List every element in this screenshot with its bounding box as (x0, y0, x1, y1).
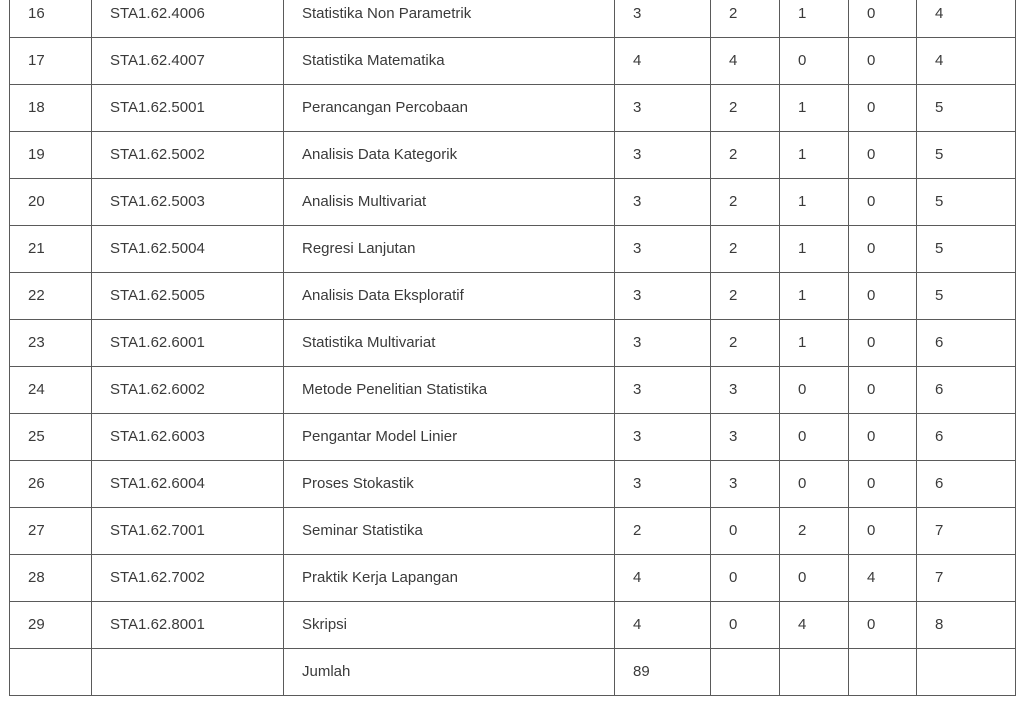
cell-course-name: Perancangan Percobaan (284, 85, 615, 132)
cell-no: 16 (10, 0, 92, 38)
cell-practice: 1 (780, 132, 849, 179)
cell-code: STA1.62.6004 (92, 461, 284, 508)
table-row (10, 0, 1016, 38)
cell-practice: 0 (780, 414, 849, 461)
cell-practice: 2 (780, 508, 849, 555)
curriculum-table (9, 0, 1016, 696)
total-row (10, 649, 1016, 696)
cell-field: 0 (849, 179, 917, 226)
cell-course-name: Analisis Data Eksploratif (284, 273, 615, 320)
cell-field: 0 (849, 320, 917, 367)
total-empty-cell (917, 649, 1016, 696)
cell-course-name: Metode Penelitian Statistika (284, 367, 615, 414)
cell-code: STA1.62.6002 (92, 367, 284, 414)
cell-sks: 3 (615, 226, 711, 273)
total-empty-no (10, 649, 92, 696)
cell-practice: 1 (780, 85, 849, 132)
cell-course-name: Analisis Data Kategorik (284, 132, 615, 179)
table-row (10, 132, 1016, 179)
cell-semester: 5 (917, 132, 1016, 179)
cell-semester: 6 (917, 461, 1016, 508)
cell-sks: 3 (615, 367, 711, 414)
cell-theory: 2 (711, 132, 780, 179)
cell-code: STA1.62.5001 (92, 85, 284, 132)
table-row (10, 461, 1016, 508)
cell-sks: 4 (615, 602, 711, 649)
cell-semester: 7 (917, 508, 1016, 555)
table-row (10, 38, 1016, 85)
cell-field: 0 (849, 38, 917, 85)
cell-code: STA1.62.4006 (92, 0, 284, 38)
cell-field: 0 (849, 508, 917, 555)
cell-semester: 8 (917, 602, 1016, 649)
cell-theory: 2 (711, 179, 780, 226)
cell-no: 17 (10, 38, 92, 85)
cell-sks: 4 (615, 555, 711, 602)
cell-theory: 0 (711, 555, 780, 602)
cell-course-name: Statistika Non Parametrik (284, 0, 615, 38)
cell-code: STA1.62.5003 (92, 179, 284, 226)
cell-theory: 0 (711, 508, 780, 555)
cell-sks: 3 (615, 179, 711, 226)
cell-sks: 3 (615, 0, 711, 38)
cell-code: STA1.62.8001 (92, 602, 284, 649)
cell-sks: 3 (615, 132, 711, 179)
table-row (10, 226, 1016, 273)
cell-sks: 3 (615, 85, 711, 132)
cell-sks: 3 (615, 320, 711, 367)
table-row (10, 367, 1016, 414)
cell-practice: 0 (780, 555, 849, 602)
table-row (10, 85, 1016, 132)
cell-course-name: Proses Stokastik (284, 461, 615, 508)
cell-field: 0 (849, 85, 917, 132)
curriculum-table-container (9, 0, 1015, 696)
cell-code: STA1.62.4007 (92, 38, 284, 85)
cell-course-name: Statistika Matematika (284, 38, 615, 85)
cell-sks: 3 (615, 461, 711, 508)
table-row (10, 179, 1016, 226)
cell-sks: 3 (615, 414, 711, 461)
cell-practice: 1 (780, 273, 849, 320)
cell-sks: 2 (615, 508, 711, 555)
cell-semester: 4 (917, 0, 1016, 38)
cell-field: 0 (849, 0, 917, 38)
cell-code: STA1.62.5005 (92, 273, 284, 320)
cell-course-name: Statistika Multivariat (284, 320, 615, 367)
cell-theory: 2 (711, 320, 780, 367)
cell-practice: 4 (780, 602, 849, 649)
table-row (10, 273, 1016, 320)
cell-field: 0 (849, 132, 917, 179)
cell-code: STA1.62.7001 (92, 508, 284, 555)
cell-course-name: Praktik Kerja Lapangan (284, 555, 615, 602)
cell-theory: 3 (711, 367, 780, 414)
cell-course-name: Seminar Statistika (284, 508, 615, 555)
cell-course-name: Pengantar Model Linier (284, 414, 615, 461)
cell-theory: 3 (711, 414, 780, 461)
cell-code: STA1.62.5002 (92, 132, 284, 179)
cell-no: 28 (10, 555, 92, 602)
cell-no: 23 (10, 320, 92, 367)
total-value: 89 (615, 649, 711, 696)
cell-practice: 0 (780, 38, 849, 85)
cell-no: 18 (10, 85, 92, 132)
cell-practice: 1 (780, 0, 849, 38)
total-empty-cell (849, 649, 917, 696)
cell-semester: 5 (917, 179, 1016, 226)
total-empty-cell (780, 649, 849, 696)
cell-no: 26 (10, 461, 92, 508)
cell-semester: 7 (917, 555, 1016, 602)
cell-field: 0 (849, 226, 917, 273)
cell-course-name: Analisis Multivariat (284, 179, 615, 226)
total-label: Jumlah (284, 649, 615, 696)
cell-no: 19 (10, 132, 92, 179)
cell-course-name: Regresi Lanjutan (284, 226, 615, 273)
cell-semester: 6 (917, 367, 1016, 414)
cell-field: 0 (849, 414, 917, 461)
cell-semester: 6 (917, 414, 1016, 461)
table-row (10, 602, 1016, 649)
cell-no: 25 (10, 414, 92, 461)
cell-course-name: Skripsi (284, 602, 615, 649)
cell-code: STA1.62.6001 (92, 320, 284, 367)
cell-practice: 1 (780, 226, 849, 273)
cell-field: 0 (849, 461, 917, 508)
table-row (10, 555, 1016, 602)
cell-no: 20 (10, 179, 92, 226)
cell-theory: 2 (711, 85, 780, 132)
cell-theory: 2 (711, 226, 780, 273)
cell-field: 0 (849, 602, 917, 649)
cell-no: 27 (10, 508, 92, 555)
cell-semester: 5 (917, 85, 1016, 132)
cell-semester: 4 (917, 38, 1016, 85)
cell-practice: 1 (780, 320, 849, 367)
table-row (10, 508, 1016, 555)
total-empty-cell (711, 649, 780, 696)
cell-field: 4 (849, 555, 917, 602)
cell-no: 21 (10, 226, 92, 273)
cell-code: STA1.62.6003 (92, 414, 284, 461)
cell-field: 0 (849, 273, 917, 320)
cell-code: STA1.62.5004 (92, 226, 284, 273)
cell-theory: 3 (711, 461, 780, 508)
cell-practice: 0 (780, 461, 849, 508)
cell-field: 0 (849, 367, 917, 414)
cell-practice: 0 (780, 367, 849, 414)
cell-theory: 4 (711, 38, 780, 85)
cell-no: 29 (10, 602, 92, 649)
cell-theory: 2 (711, 0, 780, 38)
cell-sks: 3 (615, 273, 711, 320)
total-empty-code (92, 649, 284, 696)
table-row (10, 320, 1016, 367)
cell-no: 22 (10, 273, 92, 320)
cell-semester: 5 (917, 226, 1016, 273)
cell-semester: 6 (917, 320, 1016, 367)
cell-practice: 1 (780, 179, 849, 226)
table-body (10, 0, 1016, 696)
cell-semester: 5 (917, 273, 1016, 320)
cell-sks: 4 (615, 38, 711, 85)
cell-theory: 0 (711, 602, 780, 649)
table-row (10, 414, 1016, 461)
cell-no: 24 (10, 367, 92, 414)
cell-code: STA1.62.7002 (92, 555, 284, 602)
cell-theory: 2 (711, 273, 780, 320)
